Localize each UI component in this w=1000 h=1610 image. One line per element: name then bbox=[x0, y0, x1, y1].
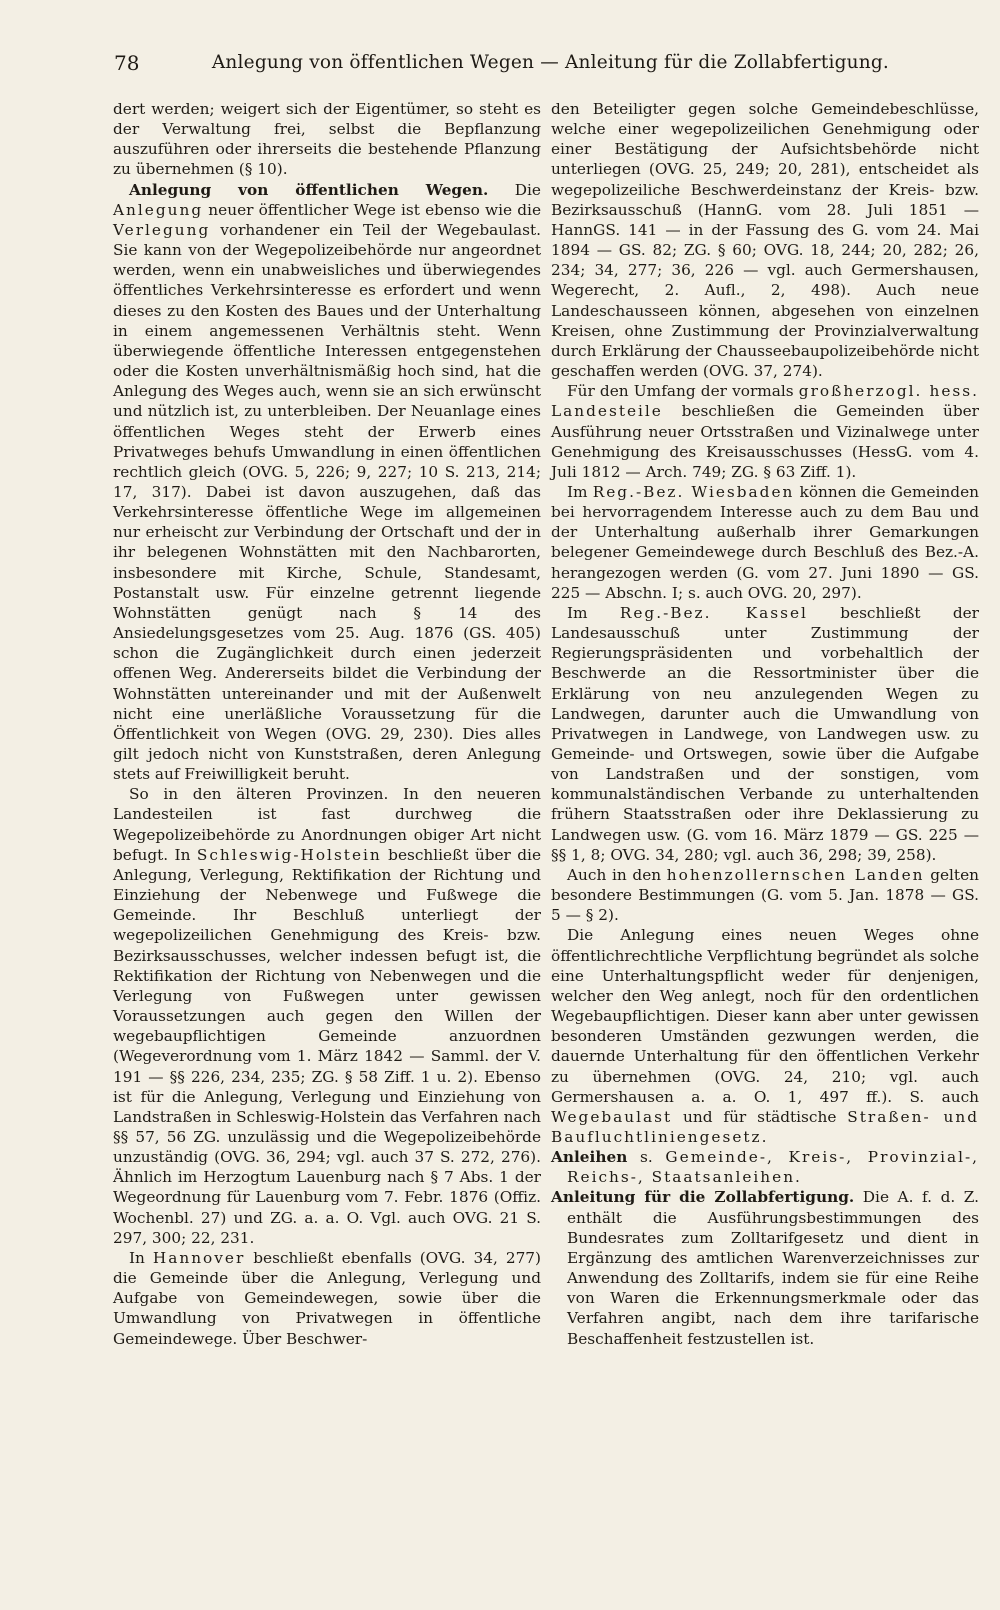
text-run: beschließt über die Anlegung, Verlegung, Rektifikation der Richtung und Einziehung der Nebenwege und Fußwege die Gemeinde. Ihr Beschluß unterliegt der wegepolizeilichen Genehmigung des Kreis- bzw. Bezirksausschusses, welcher indessen befugt ist, die Rektifikation der Richtung von Nebenwegen und die Verlegung von Fußwegen unter gewissen Voraussetzungen auch gegen den Willen der wegebaupflichtigen Gemeinde anzuordnen (Wegeverordnung vom 1. März 1842 — Samml. der V. 191 — §§ 226, 234, 235; ZG. § 58 Ziff. 1 u. 2). Ebenso ist für die Anlegung, Verlegung und Einziehung von Landstraßen in Schleswig-Holstein das Verfahren nach §§ 57, 56 ZG. unzulässig und die Wegepolizeibehörde unzuständig (OVG. 36, 294; vgl. auch 37 S. 272, 276). Ähnlich im Herzogtum Lauenburg nach § 7 Abs. 1 der Wegeordnung für Lauenburg vom 7. Febr. 1876 (Offiz. Wochenbl. 27) und ZG. a. a. O. Vgl. auch OVG. 21 S. 297, 300; 22, 231. bbox=[113, 845, 542, 1247]
paragraph bbox=[551, 99, 979, 381]
text-run: Die Anlegung eines neuen Weges ohne öffentlichrechtliche Verpflichtung begründet als solche eine Unterhaltungspflicht weder für denjenigen, welcher den Weg anlegt, noch für den ordentlichen Wegebaupflichtigen. Dieser kann aber unter gewissen besonderen Umständen gezwungen werden, die dauernde Unterhaltung für den öffentlichen Verkehr zu übernehmen (OVG. 24, 210; vgl. auch Germershausen a. a. O. 1, 497 ff.). S. auch bbox=[551, 926, 979, 1106]
spaced-term: Verlegung bbox=[113, 220, 211, 239]
text-run: So in den älteren Provinzen. In den neueren Landesteilen ist fast durchweg die Wegepolizeibehörde zu Anordnungen obiger Art nicht befugt. In bbox=[113, 785, 541, 864]
text-run: Auch in den bbox=[567, 865, 667, 884]
paragraph bbox=[113, 180, 541, 785]
paragraph bbox=[551, 482, 979, 603]
paragraph bbox=[551, 603, 979, 865]
text-run: Im bbox=[567, 603, 620, 622]
text-run: können die Gemeinden bei hervorragendem Interesse auch zu dem Bau und der Unterhaltung außerhalb ihrer Gemarkungen belegener Gemeindewege durch Beschluß des Bez.-A. herangezogen werden (G. vom 27. Juni 1890 — GS. 225 — Abschn. I; s. auch OVG. 20, 297). bbox=[551, 482, 979, 602]
page-header bbox=[114, 48, 889, 78]
text-run: und für städtische bbox=[672, 1107, 848, 1126]
text-run: Die A. f. d. Z. enthält die Ausführungsbestimmungen des Bundesrates zum Zolltarifgesetz und dient in Ergänzung des amtlichen Warenverzeichnisses zur Anwendung des Zolltarifs, indem sie für eine Reihe von Waren die Erkennungsmerkmale oder das Verfahren angibt, nach dem ihre tarifarische Beschaffenheit festzustellen ist. bbox=[567, 1188, 979, 1348]
spaced-term: Wegebaulast bbox=[551, 1107, 673, 1126]
running-title: Anlegung von öffentlichen Wegen — Anleitung für die Zollabfertigung. bbox=[211, 52, 889, 73]
text-run: Im bbox=[567, 482, 593, 501]
text-run: Die bbox=[488, 180, 541, 199]
right-column bbox=[551, 99, 979, 1349]
text-run: neuer öffentlicher Wege ist ebenso wie die bbox=[203, 200, 541, 219]
paragraph bbox=[551, 1187, 979, 1348]
text-run: s. bbox=[627, 1148, 666, 1167]
entry-heading: Anleihen bbox=[551, 1148, 628, 1167]
spaced-term: Straßen- und Baufluchtliniengesetz. bbox=[551, 1107, 979, 1146]
page-number: 78 bbox=[114, 51, 140, 75]
spaced-term: Reg.-Bez. Wiesbaden bbox=[592, 482, 795, 501]
text-run: beschließt ebenfalls (OVG. 34, 277) die Gemeinde über die Anlegung, Verlegung und Aufgabe von Gemeindewegen, sowie über die Umwandlung von Privatwegen in öffentliche Gemeindewege. Über Beschwer- bbox=[113, 1248, 542, 1348]
text-run: beschließt der Landesausschuß unter Zustimmung der Regierungspräsidenten und vorbehaltlich der Beschwerde an die Ressortminister über die Erklärung von neu anzulegenden Wegen zu Landwegen, darunter auch die Umwandlung von Privatwegen in Landwege, von Landwegen usw. zu Gemeinde- und Ortswegen, sowie über die Aufgabe von Landstraßen und der sonstigen, vom kommunalständischen Verbande zu unterhaltenden frühern Staatsstraßen oder ihre Deklassierung zu Landwegen usw. (G. vom 16. März 1879 — GS. 225 — §§ 1, 8; OVG. 34, 280; vgl. auch 36, 298; 39, 258). bbox=[551, 603, 979, 864]
paragraph bbox=[551, 381, 979, 482]
entry-heading: Anlegung von öffentlichen Wegen. bbox=[129, 180, 489, 199]
entry-heading: Anleitung für die Zollabfertigung. bbox=[551, 1188, 855, 1207]
text-run: vorhandener ein Teil der Wegebaulast. Sie kann von der Wegepolizeibehörde nur angeordnet werden, wenn ein unabweisliches und überwiegendes öffentliches Verkehrsinteresse es erfordert und wenn dieses zu den Kosten des Baues und der Unterhaltung in einem angemessenen Verhältnis steht. Wenn überwiegende öffentliche Interessen entgegenstehen oder die Kosten unverhältnismäßig hoch sind, hat die Anlegung des Weges auch, wenn sie an sich erwünscht und nützlich ist, zu unterbleiben. Der Neuanlage eines öffentlichen Weges steht der Erwerb eines Privatweges behufs Umwandlung in einen öffentlichen rechtlich gleich (OVG. 5, 226; 9, 227; 10 S. 213, 214; 17, 317). Dabei ist davon auszugehen, daß das Verkehrsinteresse öffentliche Wege im allgemeinen nur erheischt zur Verbindung der Ortschaft und der in ihr belegenen Wohnstätten mit den Nachbarorten, insbesondere mit Kirche, Schule, Standesamt, Postanstalt usw. Für einzelne getrennt liegende Wohnstätten genügt nach § 14 des Ansiedelungsgesetzes vom 25. Aug. 1876 (GS. 405) schon die Zugänglichkeit durch einen jederzeit offenen Weg. Andererseits bildet die Verbindung der Wohnstätten untereinander und mit der Außenwelt nicht eine unerläßliche Voraussetzung für die Öffentlichkeit von Wegen (OVG. 29, 230). Dies alles gilt jedoch nicht von Kunststraßen, deren Anlegung stets auf Freiwilligkeit beruht. bbox=[113, 220, 541, 784]
paragraph bbox=[551, 865, 979, 925]
text-run: beschließen die Gemeinden über Ausführung neuer Ortsstraßen und Vizinalwege unter Genehmigung des Kreisausschusses (HessG. vom 4. Juli 1812 — Arch. 749; ZG. § 63 Ziff. 1). bbox=[551, 402, 979, 481]
paragraph bbox=[551, 1147, 979, 1187]
spaced-term: hohenzollernschen Landen bbox=[666, 865, 925, 884]
paragraph bbox=[113, 784, 541, 1248]
spaced-term: Gemeinde-, Kreis-, Provinzial-, Reichs-, Staatsanleihen. bbox=[567, 1148, 980, 1187]
spaced-term: großherzogl. hess. Landesteile bbox=[551, 382, 979, 421]
paragraph bbox=[113, 1248, 541, 1349]
paragraph bbox=[113, 99, 541, 180]
paragraph bbox=[551, 925, 979, 1147]
text-run: gelten besondere Bestimmungen (G. vom 5. Jan. 1878 — GS. 5 — § 2). bbox=[551, 865, 979, 925]
text-run: dert werden; weigert sich der Eigentümer, so steht es der Verwaltung frei, selbst die Bepflanzung auszuführen oder ihrerseits die bestehende Pflanzung zu übernehmen (§ 10). bbox=[113, 100, 541, 179]
left-column bbox=[113, 99, 541, 1349]
spaced-term: Hannover bbox=[152, 1248, 246, 1267]
text-run: Für den Umfang der vormals bbox=[567, 382, 799, 401]
spaced-term: Schleswig-Holstein bbox=[196, 845, 382, 864]
spaced-term: Anlegung bbox=[113, 200, 204, 219]
text-run: In bbox=[129, 1248, 153, 1267]
text-run: den Beteiligter gegen solche Gemeindebeschlüsse, welche einer wegepolizeilichen Genehmigung oder einer Bestätigung der Aufsichtsbehörde nicht unterliegen (OVG. 25, 249; 20, 281), entscheidet als wegepolizeiliche Beschwerdeinstanz der Kreis- bzw. Bezirksausschuß (HannG. vom 28. Juli 1851 — HannGS. 141 — in der Fassung des G. vom 24. Mai 1894 — GS. 82; ZG. § 60; OVG. 18, 244; 20, 282; 26, 234; 34, 277; 36, 226 — vgl. auch Germershausen, Wegerecht, 2. Aufl., 2, 498). Auch neue Landeschausseen können, abgesehen von einzelnen Kreisen, ohne Zustimmung der Provinzialverwaltung durch Erklärung der Chausseebaupolizeibehörde nicht geschaffen werden (OVG. 37, 274). bbox=[551, 100, 979, 381]
spaced-term: Reg.-Bez. Kassel bbox=[619, 603, 808, 622]
